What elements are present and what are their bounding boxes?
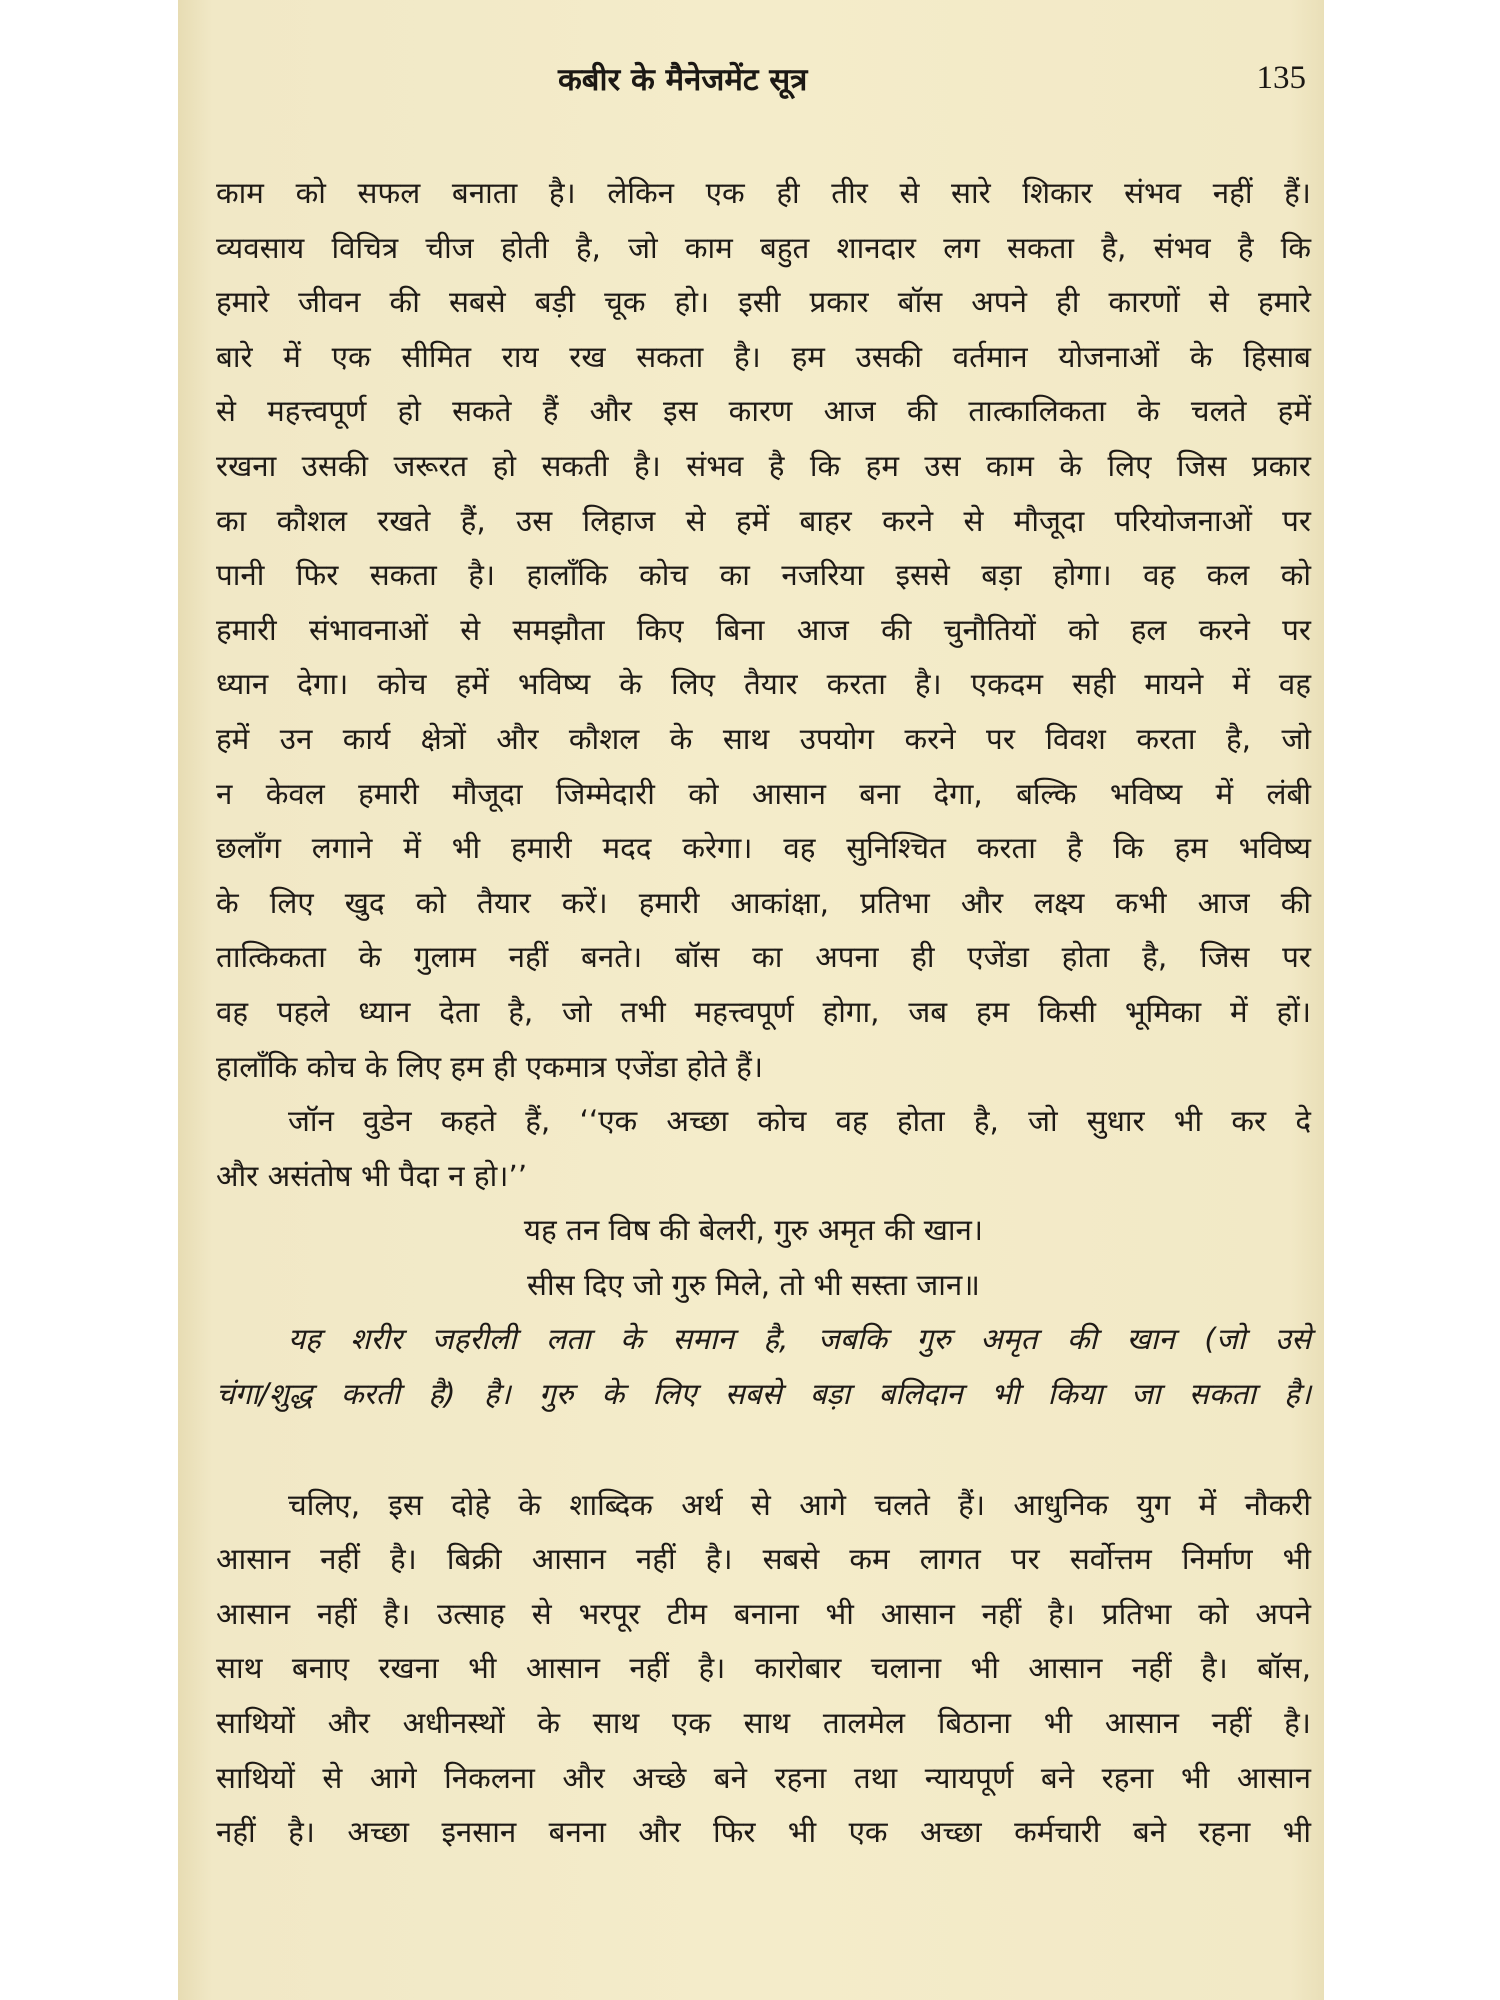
text-line: हमारी संभावनाओं से समझौता किए बिना आज की चुनौतियों को हल करने पर: [216, 612, 1311, 647]
text-line: नहीं है। अच्छा इनसान बनना और फिर भी एक अच्छा कर्मचारी बने रहना भी: [216, 1815, 1311, 1850]
paragraph-gap: [216, 1422, 1311, 1478]
text-line: चंगा/शुद्ध करती है) है। गुरु के लिए सबसे बड़ा बलिदान भी किया जा सकता है।: [216, 1377, 1311, 1412]
text-line: हालाँकि कोच के लिए हम ही एकमात्र एजेंडा होते हैं।: [216, 1049, 764, 1084]
quote-paragraph: [216, 1094, 1311, 1203]
text-line: न केवल हमारी मौजूदा जिम्मेदारी को आसान बना देगा, बल्कि भविष्य में लंबी: [216, 776, 1311, 811]
text-line: व्यवसाय विचित्र चीज होती है, जो काम बहुत शानदार लग सकता है, संभव है कि: [216, 230, 1311, 265]
text-line: और असंतोष भी पैदा न हो।’’: [216, 1158, 528, 1193]
verse-line: यह तन विष की बेलरी, गुरु अमृत की खान।: [523, 1213, 984, 1248]
text-line: हमें उन कार्य क्षेत्रों और कौशल के साथ उपयोग करने पर विवश करता है, जो: [216, 721, 1311, 756]
text-line: रखना उसकी जरूरत हो सकती है। संभव है कि हम उस काम के लिए जिस प्रकार: [216, 448, 1311, 483]
running-title: कबीर के मैनेजमेंट सूत्र: [558, 62, 808, 98]
text-line: हमारे जीवन की सबसे बड़ी चूक हो। इसी प्रकार बॉस अपने ही कारणों से हमारे: [216, 285, 1311, 320]
text-line: आसान नहीं है। उत्साह से भरपूर टीम बनाना भी आसान नहीं है। प्रतिभा को अपने: [216, 1596, 1311, 1631]
text-line: आसान नहीं है। बिक्री आसान नहीं है। सबसे कम लागत पर सर्वोत्तम निर्माण भी: [216, 1542, 1311, 1577]
text-line: ध्यान देगा। कोच हमें भविष्य के लिए तैयार करता है। एकदम सही मायने में वह: [216, 667, 1311, 702]
text-line: वह पहले ध्यान देता है, जो तभी महत्त्वपूर्ण होगा, जब हम किसी भूमिका में हों।: [216, 994, 1311, 1029]
text-line: जॉन वुडेन कहते हैं, ‘‘एक अच्छा कोच वह होता है, जो सुधार भी कर दे: [288, 1104, 1311, 1139]
paragraph-continued: [216, 166, 1311, 1094]
text-line: बारे में एक सीमित राय रख सकता है। हम उसकी वर्तमान योजनाओं के हिसाब: [216, 339, 1311, 374]
text-line: का कौशल रखते हैं, उस लिहाज से हमें बाहर करने से मौजूदा परियोजनाओं पर: [216, 503, 1311, 538]
text-line: के लिए खुद को तैयार करें। हमारी आकांक्षा, प्रतिभा और लक्ष्य कभी आज की: [216, 885, 1311, 920]
text-line: साथियों और अधीनस्थों के साथ एक साथ तालमेल बिठाना भी आसान नहीं है।: [216, 1706, 1311, 1741]
text-line: यह शरीर जहरीली लता के समान है, जबकि गुरु अमृत की खान (जो उसे: [288, 1322, 1311, 1357]
text-line: काम को सफल बनाता है। लेकिन एक ही तीर से सारे शिकार संभव नहीं हैं।: [216, 176, 1311, 210]
text-line: चलिए, इस दोहे के शाब्दिक अर्थ से आगे चलते हैं। आधुनिक युग में नौकरी: [288, 1487, 1311, 1522]
doha-meaning: [216, 1312, 1311, 1421]
text-line: पानी फिर सकता है। हालाँकि कोच का नजरिया इससे बड़ा होगा। वह कल को: [216, 558, 1311, 593]
page-header: [178, 58, 1324, 114]
book-page: [178, 0, 1324, 2000]
text-line: छलाँग लगाने में भी हमारी मदद करेगा। वह सुनिश्चित करता है कि हम भविष्य: [216, 831, 1311, 866]
text-line: साथ बनाए रखना भी आसान नहीं है। कारोबार चलाना भी आसान नहीं है। बॉस,: [216, 1651, 1311, 1686]
verse-line: सीस दिए जो गुरु मिले, तो भी सस्ता जान॥: [527, 1267, 980, 1302]
doha-verse: [216, 1203, 1311, 1312]
text-line: तात्किकता के गुलाम नहीं बनते। बॉस का अपना ही एजेंडा होता है, जिस पर: [216, 940, 1311, 975]
paragraph-body: [216, 1478, 1311, 1860]
page-body: [216, 166, 1311, 1860]
page-number: 135: [1256, 60, 1306, 96]
text-line: साथियों से आगे निकलना और अच्छे बने रहना तथा न्यायपूर्ण बने रहना भी आसान: [216, 1760, 1311, 1795]
text-line: से महत्त्वपूर्ण हो सकते हैं और इस कारण आज की तात्कालिकता के चलते हमें: [216, 394, 1311, 429]
